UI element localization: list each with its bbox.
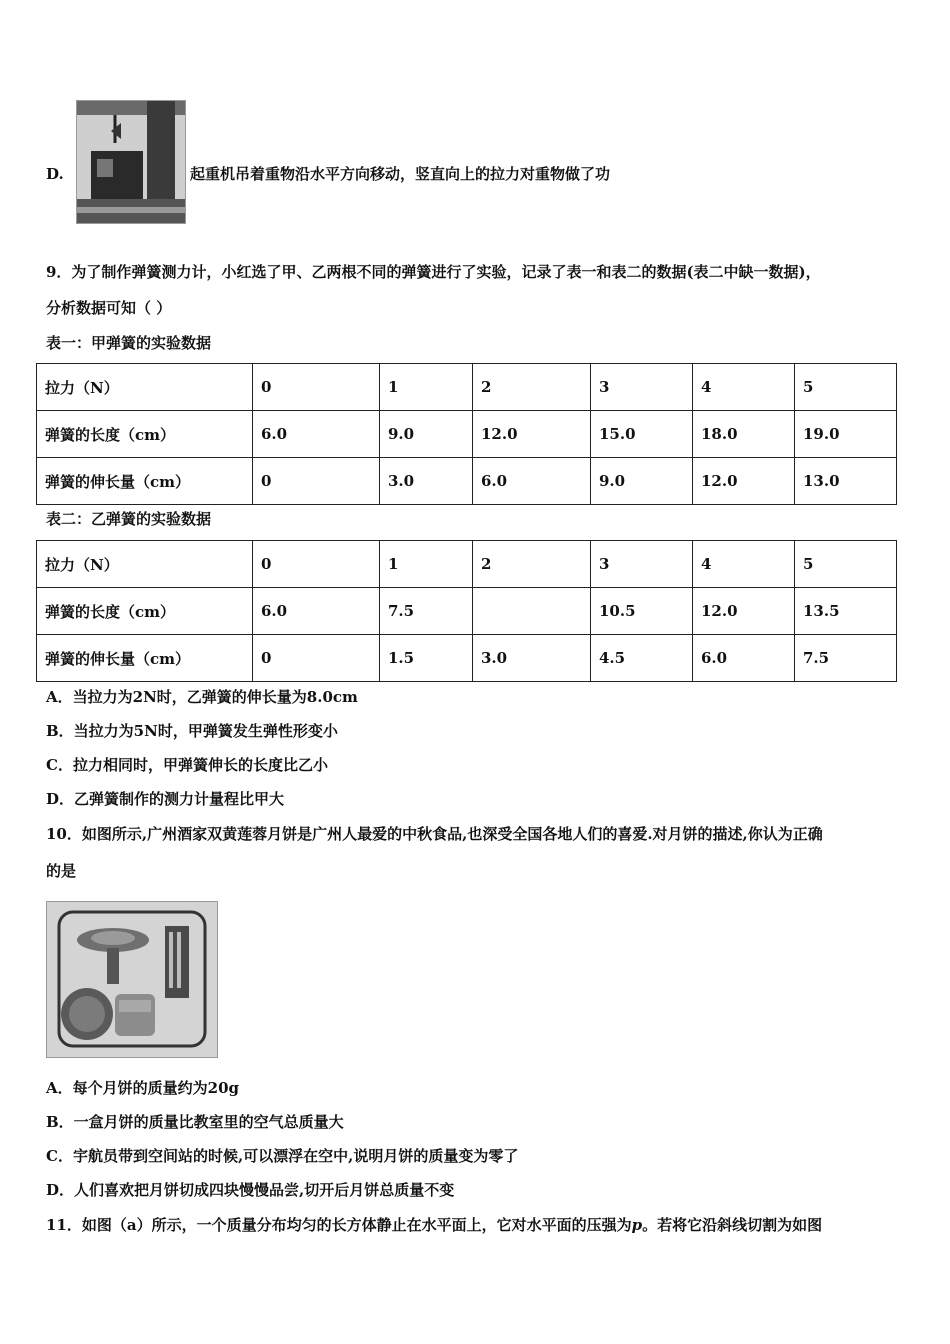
q9-option-a: A．当拉力为2N时，乙弹簧的伸长量为8.0cm bbox=[46, 688, 358, 706]
q9-option-b: B．当拉力为5N时，甲弹簧发生弹性形变小 bbox=[46, 722, 338, 740]
table-cell: 1 bbox=[380, 541, 473, 588]
option-d-text: 起重机吊着重物沿水平方向移动，竖直向上的拉力对重物做了功 bbox=[190, 165, 611, 183]
table-row bbox=[37, 364, 897, 411]
table-cell: 12.0 bbox=[473, 411, 591, 458]
table-cell: 4.5 bbox=[591, 635, 693, 682]
table-cell: 5 bbox=[795, 364, 897, 411]
crane-photo bbox=[76, 100, 186, 224]
table-cell: 0 bbox=[253, 364, 380, 411]
table-row bbox=[37, 635, 897, 682]
mooncake-illustration bbox=[47, 902, 217, 1057]
table-cell: 6.0 bbox=[253, 411, 380, 458]
crane-illustration bbox=[77, 101, 185, 223]
row-label: 弹簧的伸长量（cm） bbox=[37, 635, 253, 682]
table-cell: 1 bbox=[380, 364, 473, 411]
q9-stem-line2: 分析数据可知（ ） bbox=[46, 299, 172, 317]
row-label: 拉力（N） bbox=[37, 364, 253, 411]
row-label: 拉力（N） bbox=[37, 541, 253, 588]
table-row bbox=[37, 541, 897, 588]
q10-stem-line1: 10．如图所示,广州酒家双黄莲蓉月饼是广州人最爱的中秋食品,也深受全国各地人们的喜爱.对月饼的描述,你认为正确 bbox=[46, 825, 823, 843]
q9-stem-line1: 9．为了制作弹簧测力计，小红选了甲、乙两根不同的弹簧进行了实验，记录了表一和表二的数据(表二中缺一数据)， bbox=[46, 263, 821, 281]
table-cell: 15.0 bbox=[591, 411, 693, 458]
q9-option-c: C．拉力相同时，甲弹簧伸长的长度比乙小 bbox=[46, 756, 328, 774]
table-cell: 2 bbox=[473, 541, 591, 588]
q11-stem-part2: 。若将它沿斜线切割为如图 bbox=[642, 1216, 823, 1234]
table2-caption: 表二：乙弹簧的实验数据 bbox=[46, 510, 212, 528]
table-cell: 4 bbox=[693, 541, 795, 588]
table1-spring-a bbox=[36, 363, 897, 505]
table-cell: 6.0 bbox=[253, 588, 380, 635]
table2-spring-b bbox=[36, 540, 897, 682]
table-cell: 5 bbox=[795, 541, 897, 588]
table1-caption: 表一：甲弹簧的实验数据 bbox=[46, 334, 212, 352]
q10-option-a: A．每个月饼的质量约为20g bbox=[46, 1079, 240, 1097]
table-cell: 19.0 bbox=[795, 411, 897, 458]
table-cell: 3.0 bbox=[380, 458, 473, 505]
table-cell: 7.5 bbox=[795, 635, 897, 682]
row-label: 弹簧的长度（cm） bbox=[37, 588, 253, 635]
table-cell: 6.0 bbox=[473, 458, 591, 505]
row-label: 弹簧的伸长量（cm） bbox=[37, 458, 253, 505]
table-cell: 3.0 bbox=[473, 635, 591, 682]
table-row bbox=[37, 458, 897, 505]
option-d-label: D. bbox=[46, 165, 64, 183]
mooncake-box-photo bbox=[46, 901, 218, 1058]
q9-option-d: D．乙弹簧制作的测力计量程比甲大 bbox=[46, 790, 285, 808]
table-cell: 10.5 bbox=[591, 588, 693, 635]
table-cell: 0 bbox=[253, 541, 380, 588]
q10-option-c: C．宇航员带到空间站的时候,可以漂浮在空中,说明月饼的质量变为零了 bbox=[46, 1147, 519, 1165]
table-cell: 4 bbox=[693, 364, 795, 411]
table-cell: 1.5 bbox=[380, 635, 473, 682]
q11-stem-line1 bbox=[46, 1215, 822, 1235]
table-cell: 7.5 bbox=[380, 588, 473, 635]
q11-stem-part1: 11．如图（a）所示，一个质量分布均匀的长方体静止在水平面上，它对水平面的压强为 bbox=[46, 1216, 632, 1234]
table-cell: 3 bbox=[591, 364, 693, 411]
table-row bbox=[37, 588, 897, 635]
table-cell: 6.0 bbox=[693, 635, 795, 682]
table-cell: 0 bbox=[253, 458, 380, 505]
table-cell: 9.0 bbox=[591, 458, 693, 505]
table-cell: 9.0 bbox=[380, 411, 473, 458]
table-cell: 13.0 bbox=[795, 458, 897, 505]
table-row bbox=[37, 411, 897, 458]
table-cell-missing bbox=[473, 588, 591, 635]
table-cell: 18.0 bbox=[693, 411, 795, 458]
q10-option-b: B．一盒月饼的质量比教室里的空气总质量大 bbox=[46, 1113, 344, 1131]
q10-option-d: D．人们喜欢把月饼切成四块慢慢品尝,切开后月饼总质量不变 bbox=[46, 1181, 455, 1199]
table-cell: 12.0 bbox=[693, 458, 795, 505]
q10-stem-line2: 的是 bbox=[46, 862, 77, 880]
table-cell: 3 bbox=[591, 541, 693, 588]
q11-pressure-var: p bbox=[631, 1216, 643, 1234]
table-cell: 12.0 bbox=[693, 588, 795, 635]
table-cell: 0 bbox=[253, 635, 380, 682]
table-cell: 2 bbox=[473, 364, 591, 411]
table-cell: 13.5 bbox=[795, 588, 897, 635]
row-label: 弹簧的长度（cm） bbox=[37, 411, 253, 458]
